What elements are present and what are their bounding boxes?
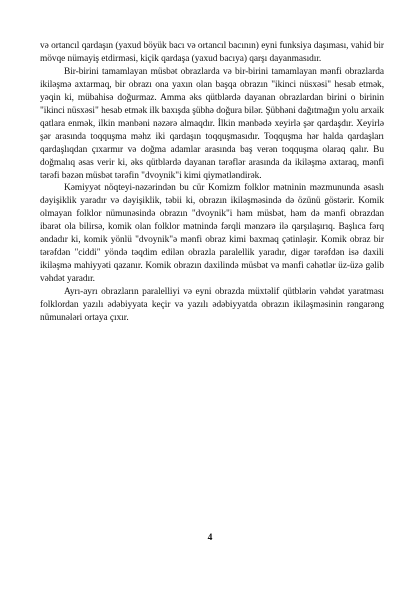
paragraph-3: Kəmiyyət nöqteyi-nəzərindən bu cür Komizm folklor mətninin məzmununda əsaslı dəyişiklik yaradır və dəyişiklik, təbii ki, obrazın ikiləşməsində də özünü göstərir. Komik olmayan folklor nümunəsində obrazın "dvoynik"i həm müsbət, həm də mənfi obrazdan ibarət ola bilirsə, komik olan folklor mətnində fərqli mənzərə ilə qarşılaşırıq. Başlıca fərq əndadır ki, komik yönlü "dvoynik"ə mənfi obraz kimi baxmaq çətinləşir. Komik obraz bir tərəfdən "ciddi" yöndə təqdim edilən obrazla paralellik yaradır, digər tərəfdən isə daxili ikiləşmə mahiyyəti qazanır. Komik obrazın daxilində müsbət və mənfi cəhətlər üz-üzə gəlib vəhdət yaradır. (40, 183, 384, 285)
paragraph-2: Bir-birini tamamlayan müsbət obrazlarda və bir-birini tamamlayan mənfi obrazlarda ikiləşmə axtarmaq, bir obrazı ona yaxın olan başqa obrazın "ikinci nüsxəsi" hesab etmək, yəqin ki, mübahisə doğurmaz. Amma əks qütblərdə dayanan obrazlardan birini o birinin "ikinci nüsxəsi" hesab etmək ilk baxışda şübhə doğura bilər. Şübhəni dağıtmağın yolu arxaik qatlara enmək, ilkin mənbəni nəzərə almaqdır. İlkin mənbədə xeyirlə şər qardaşdır. Xeyirlə şər arasında toqquşma məhz iki qardaşın toqquşmasıdır. Toqquşma hər halda qardaşları qardaşlıqdan çıxarmır və doğma adamlar arasında baş verən toqquşma olaraq qalır. Bu doğmalıq əsas verir ki, əks qütblərdə dayanan tərəflər arasında da ikiləşmə axtaraq, mənfi tərəfi bəzən müsbət tərəfin "dvoynik"i kimi qiymətləndirək. (40, 66, 384, 181)
document-page (40, 40, 384, 325)
paragraph-4: Ayrı-ayrı obrazların paralelliyi və eyni obrazda müxtəlif qütblərin vəhdət yaratması folklordan yazılı ədəbiyyata keçir və yazılı ədəbiyyatda obrazın ikiləşməsinin rəngarəng nümunələri ortaya çıxır. (40, 287, 384, 324)
page-number: 4 (207, 533, 213, 543)
paragraph-1: və ortancıl qardaşın (yaxud böyük bacı və ortancıl bacının) eyni funksiya daşıması, vahid bir mövqe nümayiş etdirməsi, kiçik qardaşa (yaxud bacıya) qarşı dayanmasıdır. (40, 41, 384, 64)
